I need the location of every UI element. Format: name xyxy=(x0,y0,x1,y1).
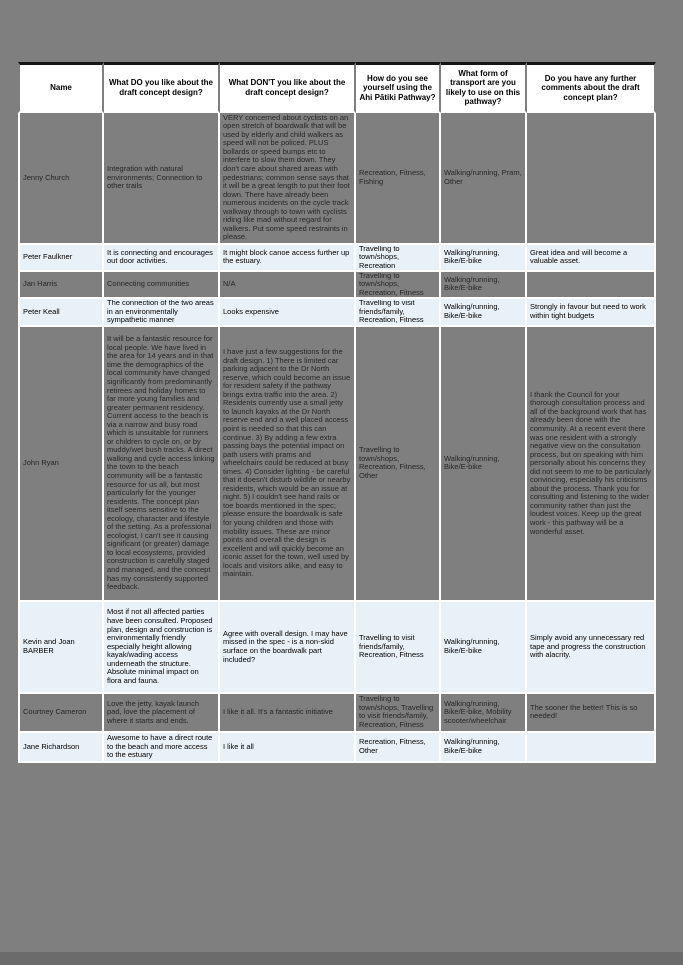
cell-usage xyxy=(356,113,441,245)
cell-likes xyxy=(104,602,220,694)
cell-comments xyxy=(527,327,656,602)
cell-likes-text: Love the jetty, kayak launch pad, love the placement of where it starts and ends. xyxy=(107,699,199,725)
cell-transport-text: Walking/running, Bike/E-bike xyxy=(444,275,500,293)
cell-name-text: Courtney Cameron xyxy=(23,708,87,717)
cell-comments-text: Great idea and will become a valuable asset. xyxy=(530,248,628,266)
cell-usage xyxy=(356,602,441,694)
cell-usage-text: Travelling to visit friends/family, Recreation, Fitness xyxy=(359,299,424,324)
column-header-0: Name xyxy=(18,62,104,113)
cell-name xyxy=(18,272,104,299)
cell-dislikes-text: Looks expensive xyxy=(223,307,279,316)
cell-dislikes xyxy=(220,245,356,272)
cell-transport xyxy=(441,733,527,763)
cell-likes xyxy=(104,733,220,763)
feedback-table xyxy=(18,62,656,763)
cell-dislikes xyxy=(220,733,356,763)
cell-transport xyxy=(441,602,527,694)
table-row-7 xyxy=(18,733,656,763)
cell-comments-text: I thank the Council for your thorough consultation process and all of the background work that has already been done with the community. At a recent event there was one resident with a strongly negative view on the consultation process, but on speaking with him personally about his concerns they did not seem to me to be particularly convincing, especially his criticisms about the process. Thank you for consulting and listening to the wider community rather than just the loudest voices. Keep up the great work - this pathway will be a wonderful asset. xyxy=(530,390,651,536)
cell-usage xyxy=(356,733,441,763)
cell-likes-text: Connecting communities xyxy=(107,280,190,289)
column-header-2: What DON'T you like about the draft concept design? xyxy=(220,62,356,113)
cell-name xyxy=(18,733,104,763)
cell-comments-text: The sooner the better! This is so needed! xyxy=(530,703,638,721)
table-row-3 xyxy=(18,299,656,327)
cell-transport-text: Walking/running, Pram, Other xyxy=(444,169,522,186)
cell-name-text: Jan Harris xyxy=(23,280,58,289)
cell-dislikes-text: I like it all. It's a fantastic initiative xyxy=(223,708,333,717)
cell-usage-text: Recreation, Fitness, Fishing xyxy=(359,169,426,186)
cell-name xyxy=(18,299,104,327)
cell-dislikes xyxy=(220,299,356,327)
cell-likes xyxy=(104,694,220,733)
table-row-4 xyxy=(18,327,656,602)
cell-likes xyxy=(104,245,220,272)
cell-dislikes-text: VERY concerned about cyclists on an open stretch of boardwalk that will be used by elderly and child walkers as speed will not be policed. PLUS bollards or speed bumps etc to interfere to slow them down. They don't care about shared areas with pedestrians; common sense says that it will be a great length to put their foot down. There have already been numerous incidents on the cycle track walkway through to town with cyclists riding like mad without regard for walkers. Put some speed restraints in please. xyxy=(223,113,350,242)
cell-name-text: Kevin and Joan BARBER xyxy=(23,638,75,655)
cell-comments-text: Strongly in favour but need to work within tight budgets xyxy=(530,303,646,320)
cell-comments xyxy=(527,602,656,694)
cell-transport-text: Walking/running, Bike/E-bike xyxy=(444,248,500,266)
cell-transport xyxy=(441,245,527,272)
cell-transport xyxy=(441,694,527,733)
cell-transport-text: Walking/running, Bike/E-bike xyxy=(444,303,500,320)
cell-likes-text: Most if not all affected parties have been consulted. Proposed plan, design and construction is environmentally friendly especially height allowing kayak/wading access underneath the structure. Absolute minimal impact on flora and fauna. xyxy=(107,608,213,685)
cell-likes-text: The connection of the two areas in an environmentally sympathetic manner xyxy=(107,299,214,324)
cell-likes-text: Awesome to have a direct route to the beach and more access to the estuary xyxy=(107,733,213,760)
cell-usage-text: Travelling to town/shops, Recreation, Fitness xyxy=(359,272,424,296)
cell-comments xyxy=(527,272,656,299)
cell-name xyxy=(18,694,104,733)
cell-name-text: Peter Keall xyxy=(23,307,60,316)
table-row-2 xyxy=(18,272,656,299)
cell-transport xyxy=(441,272,527,299)
cell-dislikes xyxy=(220,113,356,245)
cell-comments xyxy=(527,245,656,272)
cell-likes-text: It will be a fantastic resource for local people. We have lived in the area for 14 years and in that time the demographics of the local community have changed significantly from predominantly retirees and holiday homes to far more young families and greater permanent residency. Current access to the beach is via a narrow and busy road which is unsuitable for runners or children to cycle on, or by muddy/wet bush tracks. A direct walking and cycle access linking the town to the beach community will be a fantastic resource for us all, but most particularly for the younger residents. The concept plan itself seems sensitive to the ecology, character and lifestyle of the setting. As a professional ecologist, I can't see it causing significant (or greater) damage to local ecosystems, provided construction is carefully staged and managed, and the concept has my consistently supported feedback. xyxy=(107,335,215,592)
table-row-0 xyxy=(18,113,656,245)
cell-likes xyxy=(104,299,220,327)
cell-likes xyxy=(104,113,220,245)
table-header xyxy=(18,62,656,113)
cell-likes xyxy=(104,327,220,602)
cell-usage xyxy=(356,299,441,327)
cell-transport-text: Walking/running, Bike/E-bike xyxy=(444,454,500,472)
cell-dislikes xyxy=(220,272,356,299)
column-header-4: What form of transport are you likely to use on this pathway? xyxy=(441,62,527,113)
cell-dislikes-text: I like it all xyxy=(223,742,254,751)
cell-name xyxy=(18,602,104,694)
cell-comments-text: Simply avoid any unnecessary red tape and progress the construction with alacrity. xyxy=(530,634,646,660)
cell-usage xyxy=(356,694,441,733)
cell-usage-text: Travelling to visit friends/family, Recreation, Fitness xyxy=(359,634,424,660)
cell-dislikes xyxy=(220,327,356,602)
cell-dislikes-text: I have just a few suggestions for the draft design. 1) There is limited car parking adjacent to the Dr North reserve, which could become an issue for resident safety if the pathway brings extra traffic into the area. 2) Residents currently use a small jetty to launch kayaks at the Dr North reserve end and a well placed access point is needed so that this can continue. 3) By adding a few extra passing bays the potential impact on path users with prams and wheelchairs could be reduced at busy times. 4) Consider lighting - be careful that it doesn't disturb wildlife or nearby residents, which would be an issue at night. 5) I couldn't see hand rails or toe boards mentioned in the spec; please ensure the boardwalk is safe for young children and those with mobility issues. These are minor points and overall the design is excellent and will quickly become an iconic asset for the town, well used by locals and visitors alike, and easy to maintain. xyxy=(223,348,351,579)
cell-name xyxy=(18,113,104,245)
cell-likes-text: Integration with natural environments; Connection to other trails xyxy=(107,165,203,191)
cell-dislikes xyxy=(220,694,356,733)
page-bottom-edge xyxy=(0,952,683,965)
table-row-1 xyxy=(18,245,656,272)
column-header-3: How do you see yourself using the Ahi Pātiki Pathway? xyxy=(356,62,441,113)
cell-transport-text: Walking/running, Bike/E-bike, Mobility scooter/wheelchair xyxy=(444,699,512,725)
cell-usage-text: Travelling to town/shops, Recreation, Fitness, Other xyxy=(359,446,426,480)
table-row-5 xyxy=(18,602,656,694)
cell-name-text: Jenny Church xyxy=(23,173,70,182)
cell-dislikes-text: It might block canoe access further up the estuary. xyxy=(223,248,350,266)
cell-likes xyxy=(104,272,220,299)
cell-usage-text: Travelling to town/shops, Recreation xyxy=(359,245,400,269)
column-header-1: What DO you like about the draft concept design? xyxy=(104,62,220,113)
cell-dislikes-text: Agree with overall design. I may have missed in the spec - is a non-skid surface on the boardwalk part included? xyxy=(223,629,348,664)
header-row xyxy=(18,62,656,113)
cell-usage xyxy=(356,245,441,272)
cell-name-text: John Ryan xyxy=(23,459,59,468)
cell-dislikes xyxy=(220,602,356,694)
cell-dislikes-text: N/A xyxy=(223,280,236,289)
cell-usage-text: Travelling to town/shops, Travelling to visit friends/family, Recreation, Fitness xyxy=(359,695,434,729)
cell-name xyxy=(18,245,104,272)
cell-comments xyxy=(527,694,656,733)
table-body xyxy=(18,113,656,763)
column-header-5: Do you have any further comments about the draft concept plan? xyxy=(527,62,656,113)
cell-likes-text: It is connecting and encourages out door activities. xyxy=(107,248,213,266)
cell-transport xyxy=(441,327,527,602)
cell-usage xyxy=(356,327,441,602)
cell-transport-text: Walking/running, Bike/E-bike xyxy=(444,638,500,655)
cell-comments xyxy=(527,299,656,327)
cell-transport-text: Walking/running, Bike/E-bike xyxy=(444,738,500,755)
cell-name-text: Jane Richardson xyxy=(23,742,80,751)
cell-usage xyxy=(356,272,441,299)
cell-name xyxy=(18,327,104,602)
cell-name-text: Peter Faulkner xyxy=(23,253,73,262)
cell-usage-text: Recreation, Fitness, Other xyxy=(359,738,426,755)
cell-comments xyxy=(527,113,656,245)
table-row-6 xyxy=(18,694,656,733)
cell-transport xyxy=(441,299,527,327)
cell-comments xyxy=(527,733,656,763)
cell-transport xyxy=(441,113,527,245)
